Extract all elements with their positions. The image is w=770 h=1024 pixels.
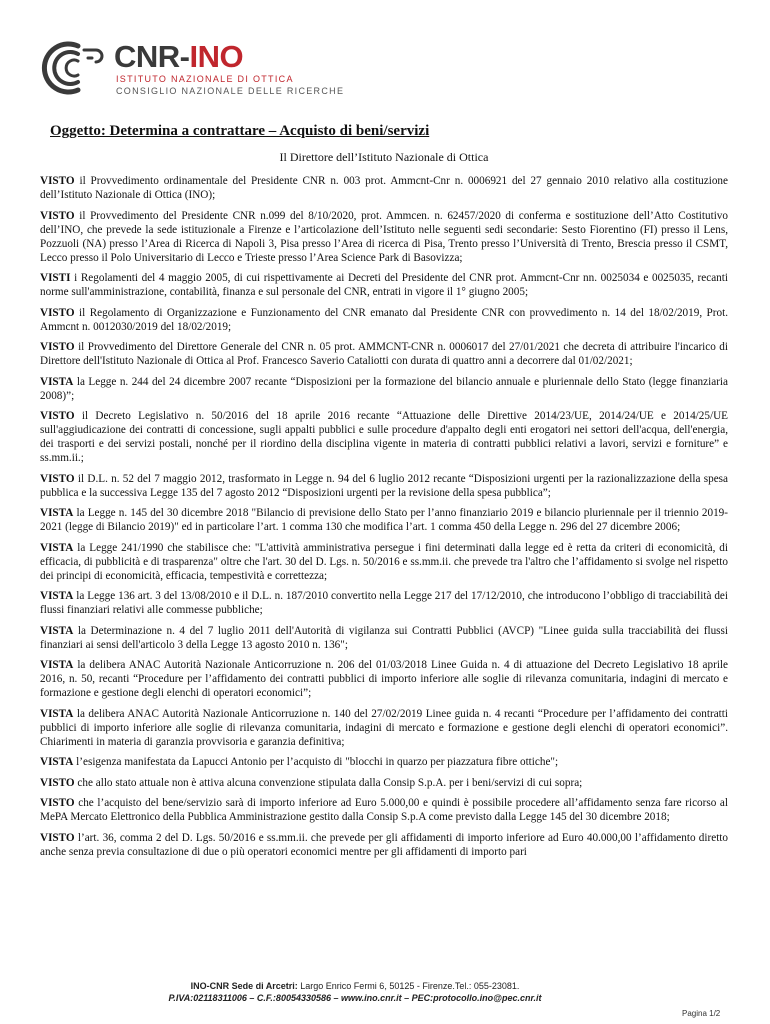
paragraph-text: il Regolamento di Organizzazione e Funzionamento del CNR emanato dal Presidente CNR con provvedimento n. 14 del 18/02/2019, Prot. Ammcnt n. 0012030/2019 del 18/02/2019; — [40, 306, 728, 333]
paragraph-text: il Decreto Legislativo n. 50/2016 del 18 aprile 2016 recante “Attuazione delle Direttive 2014/23/UE, 2014/24/UE e 2014/25/UE sull'aggiudicazione dei contratti di concessione, sugli appalti pubblici e sulle procedure d'appalto degli enti erogatori nei settori dell'acqua, dell'energia, dei trasporti e dei servizi postali, nonché per il riordino della disciplina vigente in materia di contratti pubblici relativi a lavori, servizi e forniture” e ss.mm.ii.; — [40, 410, 728, 464]
document-body — [40, 122, 728, 865]
document-paragraph — [40, 831, 728, 859]
paragraph-text: l’art. 36, comma 2 del D. Lgs. 50/2016 e ss.mm.ii. che prevede per gli affidamenti di importo inferiore ad Euro 40.000,00 l’affidamento diretto anche senza previa consultazione di due o più operatori economici mentre per gli affidamenti di importo pari — [40, 831, 728, 858]
document-paragraph — [40, 506, 728, 534]
paragraph-lead: VISTO — [40, 410, 75, 422]
paragraph-lead: VISTA — [40, 659, 74, 671]
document-paragraph — [40, 472, 728, 500]
document-paragraph — [40, 776, 728, 790]
paragraph-text: il D.L. n. 52 del 7 maggio 2012, trasformato in Legge n. 94 del 6 luglio 2012 recante “Disposizioni urgenti per la razionalizzazione della spesa pubblica e la successiva Legge 135 del 7 agosto 2012 “Disposizioni urgenti per la revisione della spesa pubblica”; — [40, 472, 728, 499]
paragraph-lead: VISTO — [40, 209, 75, 222]
paragraph-lead: VISTO — [40, 776, 75, 789]
paragraph-lead: VISTA — [40, 624, 74, 637]
document-director-line: Il Direttore dell’Istituto Nazionale di Ottica — [279, 150, 489, 164]
paragraph-text: il Provvedimento del Presidente CNR n.099 del 8/10/2020, prot. Ammcen. n. 62457/2020 di conferma e sostituzione dell’Atto Costitutivo dell’INO, che prevede la sede istituzionale a Firenze e l’articolazione dell’Istituto nelle seguenti sedi secondarie: Sesto Fiorentino (FI) presso il Lens, Pozzuoli (NA) presso l’Area di Ricerca di Napoli 3, Pisa presso l’Area di ricerca di Pisa, Trento presso l’Università di Trento, Brescia presso il CSMT, Lecco presso il Polo Universitario di Lecco e Trieste presso l’Area Science Park di Basovizza; — [40, 209, 728, 264]
paragraph-text: la Legge 241/1990 che stabilisce che: "L'attività amministrativa persegue i fini determinati dalla legge ed è retta da criteri di economicità, di efficacia, di pubblicità e di trasparenza" oltre che l'art. 30 del D. Lgs. n. 50/2016 e ss.mm.ii. che prevede tra l'altro che l’affidamento si svolge nel rispetto dei principi di economicità, efficacia, tempestività e correttezza; — [40, 541, 728, 582]
document-paragraph — [40, 174, 728, 202]
document-paragraph — [40, 209, 728, 265]
page-number: Pagina 1/2 — [682, 1009, 721, 1018]
letterhead — [38, 40, 368, 100]
paragraph-lead: VISTA — [40, 507, 74, 519]
paragraph-lead: VISTO — [40, 175, 75, 187]
paragraph-text: la delibera ANAC Autorità Nazionale Anticorruzione n. 206 del 01/03/2018 Linee Guida n. 4 di attuazione del Decreto Legislativo 18 aprile 2016, n. 50, recanti “Procedure per l’affidamento dei contratti pubblici di importo inferiore alle soglie di rilevanza comunitaria, indagini di mercato e formazione e gestione degli elenchi di operatori economici”; — [40, 659, 728, 699]
document-paragraph — [40, 624, 728, 652]
document-subject: Oggetto: Determina a contrattare – Acquisto di beni/servizi — [50, 123, 430, 139]
logo-title: CNR-INO — [114, 39, 244, 74]
document-paragraph — [40, 409, 728, 465]
paragraph-text: il Provvedimento ordinamentale del Presidente CNR n. 003 prot. Ammcnt-Cnr n. 0006921 del 27 gennaio 2010 relativo alla costituzione dell’Istituto Nazionale di Ottica (INO); — [40, 175, 728, 201]
footer-address: Largo Enrico Fermi 6, 50125 - Firenze.Tel.: 055-23081. — [297, 981, 520, 991]
document-paragraph — [40, 541, 728, 583]
paragraph-lead: VISTA — [40, 756, 74, 768]
paragraph-lead: VISTA — [40, 707, 74, 720]
paragraph-lead: VISTA — [40, 375, 74, 388]
paragraph-lead: VISTO — [40, 341, 75, 353]
paragraph-text: la Determinazione n. 4 del 7 luglio 2011 dell'Autorità di vigilanza sui Contratti Pubblici (AVCP) "Linee guida sulla tracciabilità dei flussi finanziari ai sensi dell'articolo 3 della Legge 13 agosto 2010 n. 136"; — [40, 624, 728, 651]
paragraph-text: la Legge n. 145 del 30 dicembre 2018 "Bilancio di previsione dello Stato per l’anno finanziario 2019 e bilancio pluriennale per il triennio 2019-2021 (legge di Bilancio 2019)" ed in particolare l’art. 1 comma 130 che modifica l’art. 1 comma 450 della Legge n. 296 del 27 dicembre 2006; — [40, 507, 728, 533]
footer-fiscal-line: P.IVA:02118311006 – C.F.:80054330586 – www.ino.cnr.it – PEC:protocollo.ino@pec.cnr.it — [168, 993, 542, 1003]
document-paragraph — [40, 589, 728, 617]
document-paragraph — [40, 271, 728, 299]
document-paragraph — [40, 755, 728, 769]
paragraph-lead: VISTA — [40, 541, 74, 554]
document-paragraph — [40, 375, 728, 403]
logo-subtitle-institute: ISTITUTO NAZIONALE DI OTTICA — [116, 74, 294, 84]
logo-subtitle-council: CONSIGLIO NAZIONALE DELLE RICERCHE — [116, 86, 345, 96]
page-footer — [0, 980, 770, 1004]
footer-address-line — [0, 980, 770, 992]
paragraph-text: che allo stato attuale non è attiva alcuna convenzione stipulata dalla Consip S.p.A. per i beni/servizi di cui sopra; — [74, 776, 583, 789]
document-paragraph — [40, 340, 728, 368]
paragraph-lead: VISTO — [40, 797, 75, 809]
paragraph-lead: VISTO — [40, 306, 75, 319]
document-paragraph — [40, 796, 728, 824]
paragraph-text: i Regolamenti del 4 maggio 2005, di cui rispettivamente ai Decreti del Presidente del CNR prot. Ammcnt-Cnr nn. 0025034 e 0025035, recanti norme sull'amministrazione, contabilità, finanza e sul personale del CNR, entrati in vigore il 1° giugno 2005; — [40, 272, 728, 298]
paragraph-text: la delibera ANAC Autorità Nazionale Anticorruzione n. 140 del 27/02/2019 Linee guida n. 4 recanti “Procedure per l’affidamento dei contratti pubblici di importo inferiore alle soglie di rilevanza comunitaria, indagini di mercato e formazione e gestione degli elenchi di operatori economici”. Chiarimenti in materia di garanzia provvisoria e garanzia definitiva; — [40, 707, 728, 748]
paragraph-lead: VISTO — [40, 831, 75, 844]
paragraph-text: l’esigenza manifestata da Lapucci Antonio per l’acquisto di "blocchi in quarzo per piazzatura fibre ottiche"; — [73, 756, 559, 768]
paragraph-lead: VISTA — [40, 590, 74, 602]
paragraph-text: che l’acquisto del bene/servizio sarà di importo inferiore ad Euro 5.000,00 e quindi è possibile procedere all’affidamento senza fare ricorso al MePA Mercato Elettronico della Pubblica Amministrazione gestito dalla Consip S.p.A come previsto dalla Legge 145 del 30 dicembre 2018; — [40, 797, 728, 823]
paragraph-list — [40, 174, 728, 859]
cnr-logo-icon — [38, 40, 104, 96]
paragraph-lead: VISTI — [40, 272, 71, 284]
paragraph-text: il Provvedimento del Direttore Generale del CNR n. 05 prot. AMMCNT-CNR n. 0006017 del 27/01/2021 che decreta di attribuire l'incarico di Direttore dell'Istituto Nazionale di Ottica al Prof. Francesco Saverio Cataliotti con durata di quattro anni a decorrere dal 01/02/2021; — [40, 341, 728, 367]
document-paragraph — [40, 306, 728, 334]
document-paragraph — [40, 658, 728, 700]
document-paragraph — [40, 707, 728, 749]
footer-seat-label: INO-CNR Sede di Arcetri: — [190, 981, 298, 991]
paragraph-text: la Legge 136 art. 3 del 13/08/2010 e il D.L. n. 187/2010 convertito nella Legge 217 del 17/12/2010, che introducono l’obbligo di tracciabilità dei flussi finanziari relativi alle commesse pubbliche; — [40, 590, 728, 616]
paragraph-text: la Legge n. 244 del 24 dicembre 2007 recante “Disposizioni per la formazione del bilancio annuale e pluriennale dello Stato (legge finanziaria 2008)”; — [40, 375, 728, 402]
paragraph-lead: VISTO — [40, 472, 75, 485]
